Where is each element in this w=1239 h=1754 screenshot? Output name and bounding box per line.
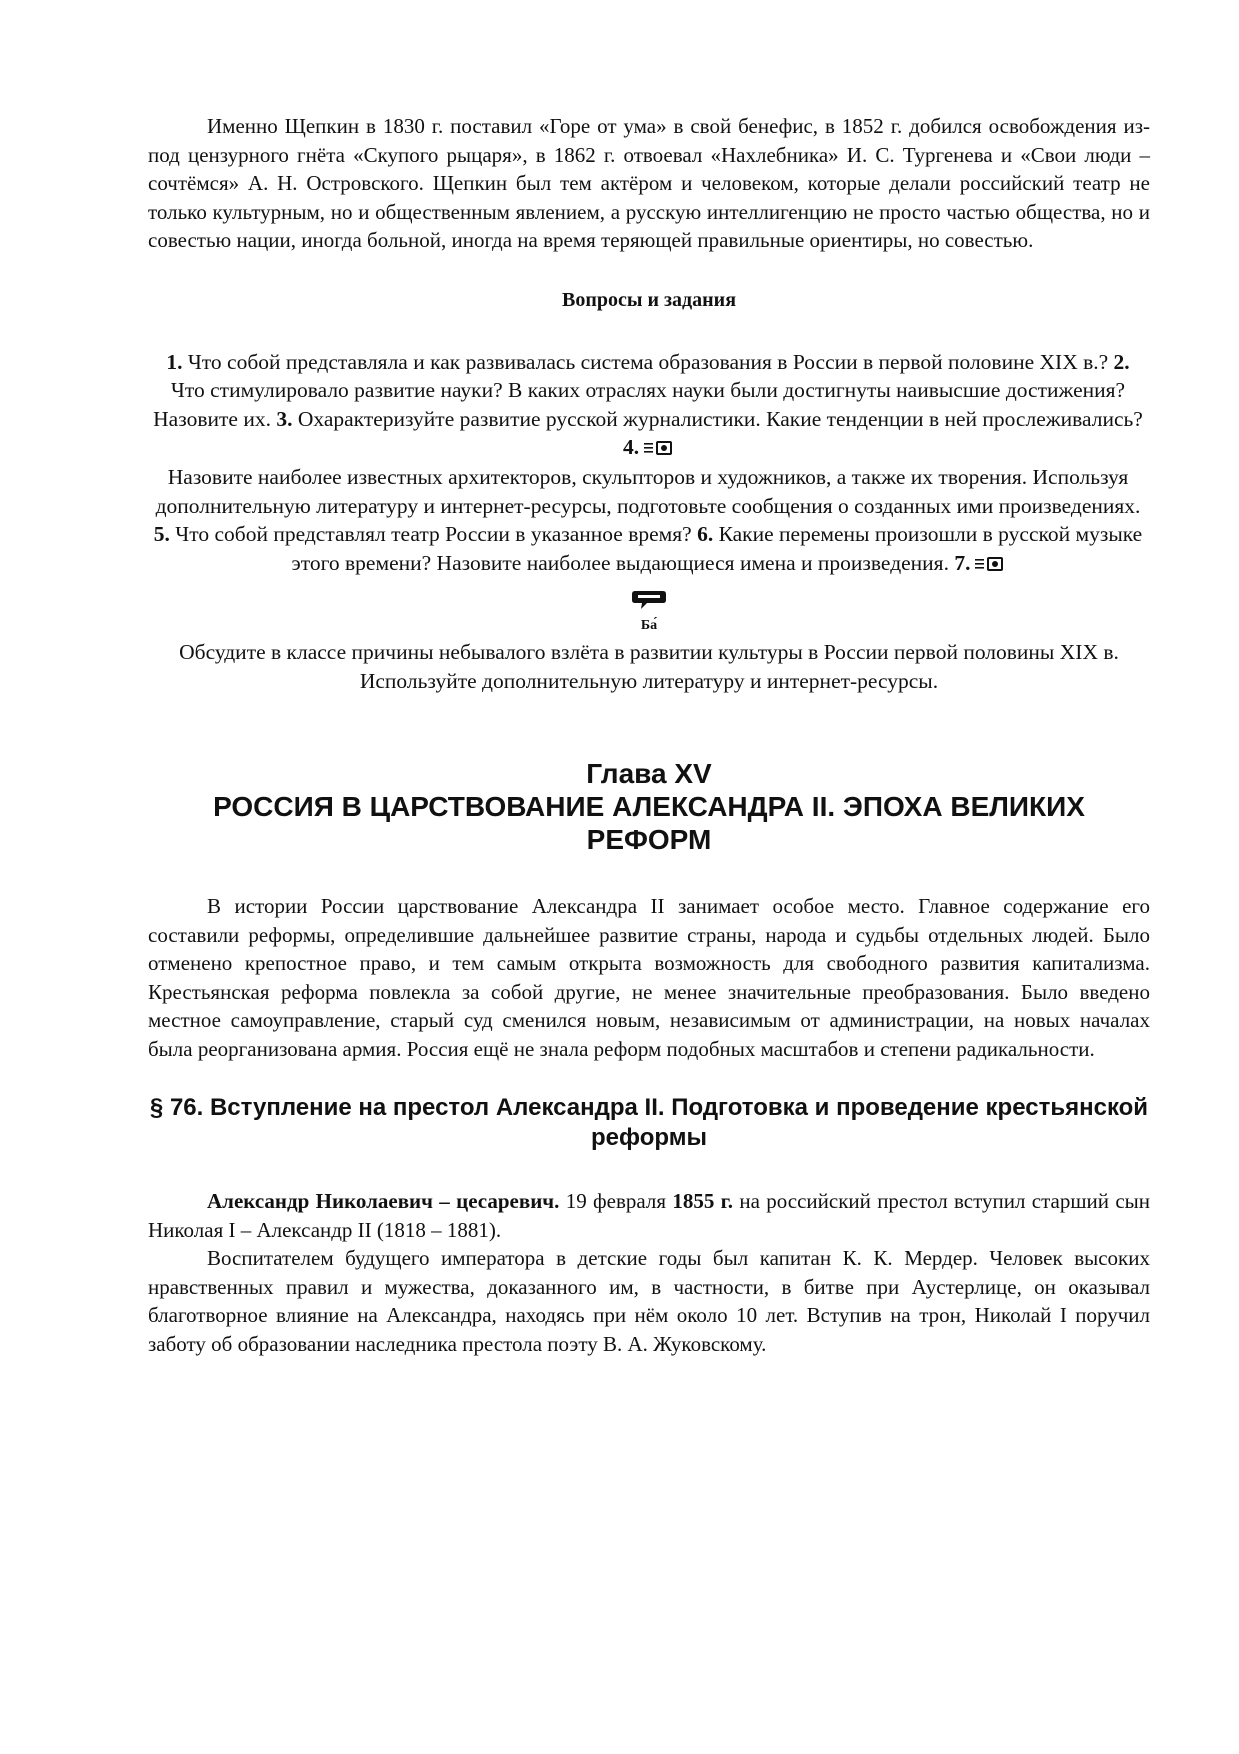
book-camera-icon (643, 435, 673, 464)
chapter-title (148, 757, 1150, 856)
chapter-intro-paragraph: В истории России царствование Александра II занимает особое место. Главное содержание его составили реформы, определившие дальнейшее развитие страны, народа и судьбы отдельных людей. Было отменено крепостное право, и тем самым открыта возможность для свободного развития капитализма. Крестьянская реформа повлекла за собой другие, не менее значительные преобразования. Было введено местное самоуправление, старый суд сменился новым, независимым от администрации, на новых началах была реорганизована армия. Россия ещё не знала реформ подобных масштабов и степени радикальности. (148, 894, 1150, 1061)
chapter-number: Глава XV (586, 758, 712, 790)
paragraph-text: на российский престол вступил старший сын Николая I – Александр II (1818 – 1881). (148, 1189, 1150, 1242)
questions-heading: Вопросы и задания (561, 288, 737, 311)
question-text: Назовите наиболее известных архитекторов, скульпторов и художников, а также их творения. Используя дополнительную литературу и интернет-ресурсы, подготовьте сообщения о созданных ими произведениях. (155, 465, 1141, 518)
question-number: 7. (954, 550, 971, 575)
questions-list (148, 348, 1148, 580)
section-title: § 76. Вступление на престол Александра II. Подготовка и проведение крестьянской реформы (149, 1094, 1149, 1152)
paragraph-year: 1855 г. (672, 1189, 734, 1214)
section-paragraph-1 (148, 1187, 1150, 1244)
paragraph-text: 19 февраля (559, 1189, 673, 1214)
question-text: Что собой представляла и как развивалась система образования в России в первой половине XIX в.? (182, 349, 1114, 374)
book-camera-icon (974, 551, 1004, 580)
question-text: Что собой представлял театр России в указанное время? (169, 522, 698, 547)
section-paragraph-2: Воспитателем будущего императора в детские годы был капитан К. К. Мердер. Человек высоких нравственных правил и мужества, доказанного им, в частности, в битве при Аустерлице, он оказывал благотворное влияние на Александра, находясь при нём около 10 лет. Вступив на трон, Николай I поручил заботу об образовании наследника престола поэту В. А. Жуковскому. (148, 1246, 1150, 1356)
question-number: 1. (166, 349, 183, 374)
question-number: 6. (697, 522, 714, 547)
question-text: Охарактеризуйте развитие русской журналистики. Какие тенденции в ней прослеживались? (292, 406, 1143, 431)
chapter-heading: РОССИЯ В ЦАРСТВОВАНИЕ АЛЕКСАНДРА II. ЭПОХА ВЕЛИКИХ РЕФОРМ (213, 791, 1085, 856)
paragraph-lead: Александр Николаевич – цесаревич. (207, 1189, 560, 1214)
question-number: 4. (622, 435, 640, 459)
page (148, 112, 1150, 1358)
discussion-icon (629, 589, 669, 616)
question-number: 5. (153, 522, 170, 547)
discussion-task: Обсудите в классе причины небывалого взлёта в развитии культуры в России первой половины XIX в. Используйте дополнительную литературу и интернет-ресурсы. (179, 640, 1119, 693)
question-text: Какие перемены произошли в русской музыке этого времени? Назовите наиболее выдающиеся имена и произведения. (291, 522, 1143, 575)
discussion-icon-label: Ба́ (640, 618, 658, 634)
question-number: 3. (276, 406, 293, 431)
question-number: 2. (1113, 349, 1130, 374)
intro-paragraph: Именно Щепкин в 1830 г. поставил «Горе от ума» в свой бенефис, в 1852 г. добился освобождения из-под цензурного гнёта «Скупого рыцаря», в 1862 г. отвоевал «Нахлебника» И. С. Тургенева и «Свои люди – сочтёмся» А. Н. Островского. Щепкин был тем актёром и человеком, которые делали российский театр не только культурным, но и общественным явлением, а русскую интеллигенцию не просто частью общества, но и совестью нации, иногда больной, иногда на время теряющей правильные ориентиры, но совестью. (148, 114, 1150, 252)
question-text: Что стимулировало развитие науки? В каких отраслях науки были достигнуты наивысшие достижения? Назовите их. (153, 378, 1126, 431)
